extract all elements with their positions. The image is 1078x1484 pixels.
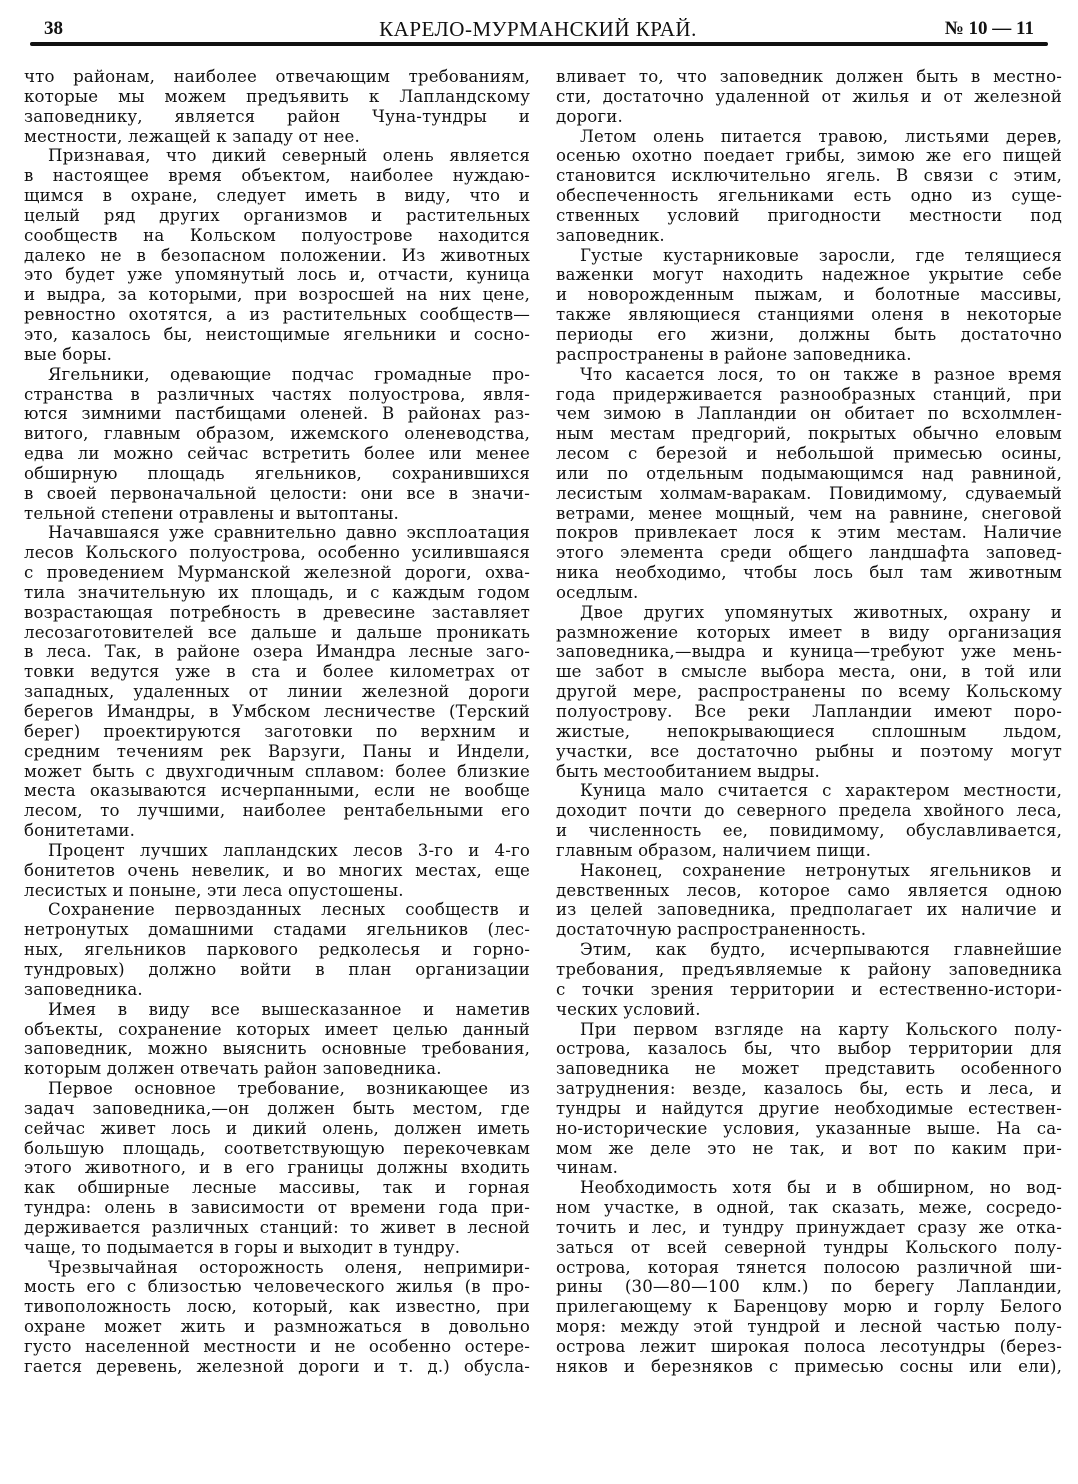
text-line: из целей заповедника, предполагает их наличие и [556,900,1062,920]
text-line: дороги. [556,106,623,126]
text-line: участки, все достаточно рыбны и поэтому могут [556,741,1062,761]
text-line: объекты, сохранение которых имеет целью данный [24,1019,530,1039]
text-line: этого элемента среди общего ландшафта заповед- [556,543,1062,563]
text-line: ственных условий пригодности местности под [556,205,1062,225]
text-line: и выдра, за которыми, при возросшей на них цене, [24,285,530,305]
text-line: тивоположность лосю, который, как известно, при [24,1297,530,1317]
paragraph-first-line: Чрезвычайная осторожность оленя, непримири- [48,1257,530,1277]
text-line: и новорожденным пыжам, и болотные массивы, [556,285,1062,305]
left-text-column [24,67,530,1377]
text-line: берег) проектируются заготовки по верхним и [24,721,530,741]
text-line: доходит почти до северного предела хвойного леса, [556,801,1062,821]
text-line: обширную площадь ягельников, сохранившихся [24,463,530,483]
paragraph-first-line: Летом олень питается травою, листьями дерев, [580,126,1062,146]
text-line: тундры и найдутся другие необходимые естествен- [556,1098,1062,1118]
right-text-column [556,67,1062,1377]
text-line: ных, ягельников паркового редколесья и горно- [24,940,530,960]
text-line: чинам. [556,1158,619,1178]
text-line: моря: между этой тундрой и лесной частью полу- [556,1317,1062,1337]
paragraph-first-line: Двое других упомянутых животных, охрану и [580,602,1062,622]
text-line: бонитетов очень невелик, и во многих местах, еще [24,860,530,880]
text-line: достаточную распространенность. [556,920,867,940]
page-number: 38 [44,18,63,39]
text-line: тельной степени отравлены и вытоптаны. [24,503,399,523]
paragraph-first-line: Начавшаяся уже сравнительно давно эксплоатация [48,523,530,543]
text-line: чем зимою в Лапландии он обитает по всхолмлен- [556,404,1062,424]
text-line: щимся в охране, следует иметь в виду, что и [24,186,530,206]
text-line: вые боры. [24,344,113,364]
text-line: периоды его жизни, должны быть достаточно [556,324,1062,344]
text-line: распространены в районе заповедника. [556,344,912,364]
text-line: главным образом, наличием пищи. [556,840,872,860]
text-line: может быть с двухгодичным сплавом: более близкие [24,761,530,781]
text-line: целый ряд других организмов и растительных [24,205,530,225]
text-line: это будет уже упомянутый лось и, отчасти, куница [24,265,530,285]
text-line: заповедника,—выдра и куница—требуют уже мень- [556,642,1062,662]
paragraph-first-line: Ягельники, одевающие подчас громадные про- [48,364,530,384]
text-line: возрастающая потребность в древесине заставляет [24,602,530,622]
text-line: места оказываются исчерпанными, если не вообще [24,781,530,801]
text-line: сейчас живет лось и дикий олень, должен иметь [24,1118,530,1138]
text-line: также являющиеся станциями оленя в некоторые [556,305,1062,325]
text-line: становится исключительно ягель. В связи с этим, [556,166,1062,186]
text-line: лесом с березой и небольшой примесью осины, [556,444,1062,464]
journal-title: КАРЕЛО-МУРМАНСКИЙ КРАЙ. [379,17,697,41]
text-line: с точки зрения территории и естественно-истори- [556,979,1062,999]
text-line: средним течениям рек Варзуги, Паны и Индели, [24,741,530,761]
text-line: полуострову. Все реки Лапландии имеют поро- [556,702,1062,721]
text-line: жистые, непокрывающиеся сплошным льдом, [556,721,1062,741]
text-line: затруднения: везде, казалось бы, есть и леса, и [556,1079,1062,1099]
paragraph-first-line: Необходимость хотя бы и в обширном, но вод- [580,1178,1062,1198]
text-line: это, казалось бы, неистощимые ягельники и сосно- [24,324,530,344]
text-line: берегов Имандры, в Умбском лесничестве (Терский [24,702,530,721]
text-line: прилегающему к Баренцову морю и горлу Белого [556,1297,1062,1317]
text-line: сообществ на Кольском полуострове находится [24,225,530,245]
text-line: или по отдельным подымающимся над равниной, [556,463,1062,483]
text-line: в леса. Так, в районе озера Имандра лесные заго- [24,642,530,662]
text-line: ревностно охотятся, а из растительных сообществ— [24,305,530,325]
text-line: ветрами, менее мощный, чем на равнине, снеговой [556,503,1062,523]
text-line: тундра: олень в зависимости от времени года при- [24,1198,530,1218]
text-line: острова лежит широкая полоса лесотундры (берез- [556,1337,1062,1356]
paragraph-first-line: Наконец, сохранение нетронутых ягельников и [580,860,1062,880]
text-line: густо населенной местности и не особенно остере- [24,1337,530,1356]
text-line: девственных лесов, которое само является одною [556,880,1062,900]
text-line: задач заповедника,—он должен быть местом, где [24,1098,530,1118]
text-line: бонитетами. [24,821,136,841]
text-line: ше забот в смысле выбора места, они, в той или [556,662,1062,682]
text-line: ника необходимо, чтобы лось был там животным [556,563,1062,583]
text-line: заповедник, можно выяснить основные требования, [24,1039,530,1059]
text-line: важенки могут находить надежное укрытие себе [556,265,1062,285]
paragraph-first-line: Признавая, что дикий северный олень является [48,146,530,166]
paragraph-first-line: Что касается лося, то он также в разное время [580,364,1062,384]
paragraph-first-line: При первом взгляде на карту Кольского полу- [580,1019,1062,1039]
text-line: острова, казалось бы, что выбор территории для [556,1039,1062,1059]
text-line: которые мы можем предъявить к Лапландскому [24,86,530,106]
text-line: и численность ее, повидимому, обуславливается, [556,821,1062,841]
text-line: большую площадь, соответствующую перекочевкам [24,1138,530,1158]
text-line: гается деревень, железной дороги и т. д.) обусла- [24,1356,530,1376]
text-line: ном участке, в одной, так сказать, меже, сосредо- [556,1198,1062,1218]
text-line: заться от всей северной тундры Кольского полу- [556,1237,1062,1257]
text-line: западных, удаленных от линии железной дороги [24,682,530,702]
text-line: ческих условий. [556,999,701,1019]
text-line: мом же деле это не так, и вот по каким при- [556,1138,1062,1158]
text-line: охране может жить и размножаться в довольно [24,1317,530,1337]
text-line: лесистым холмам-варакам. Повидимому, сдуваемый [556,483,1062,503]
text-line: витого, главным образом, ижемского оленеводства, [24,424,530,444]
text-line: точить и лес, и тундру принуждает сразу же отка- [556,1217,1062,1237]
text-line: ются зимними пастбищами оленей. В районах раз- [24,404,530,424]
text-line: заповеднику, является район Чуна-тундры и [24,106,530,126]
text-line: заповедника не может представить особенного [556,1059,1062,1079]
text-line: другой мере, распространены по всему Кольскому [556,682,1062,702]
text-line: заповедника. [24,979,143,999]
text-line: как обширные лесные массивы, так и горная [24,1178,530,1198]
text-line: заповедник. [556,225,665,245]
text-line: этого животного, и в его границы должны входить [24,1158,530,1178]
text-line: лесов Кольского полуострова, особенно усилившаяся [24,543,530,563]
text-line: вливает то, что заповедник должен быть в местно- [556,67,1062,86]
paragraph-first-line: Первое основное требование, возникающее из [48,1079,530,1099]
text-line: в своей первоначальной целости: они все в значи- [24,483,530,503]
text-line: няков и березняков с примесью сосны или ели), [556,1356,1062,1376]
header-rule [30,42,1048,46]
text-line: странства в различных частях полуострова, явля- [24,384,530,404]
text-line: покров привлекает лося к этим местам. Наличие [556,523,1062,543]
paragraph-first-line: Этим, как будто, исчерпываются главнейшие [580,940,1062,960]
text-line: нетронутых домашними стадами ягельников (лес- [24,920,530,940]
text-line: года придерживается разнообразных станций, при [556,384,1062,404]
text-line: ным местам предгорий, покрытых обычно еловым [556,424,1062,444]
text-line: держивается различных станций: то живет в лесной [24,1217,530,1237]
paragraph-first-line: Куница мало считается с характером местности, [580,781,1062,801]
text-line: в настоящее время объектом, наиболее нуждаю- [24,166,530,186]
text-line: с проведением Мурманской железной дороги, охва- [24,563,530,583]
text-line: тила значительную их площадь, и с каждым годом [24,582,530,602]
text-line: лесозаготовителей все дальше и дальше проникать [24,622,530,642]
paragraph-first-line: Сохранение первозданных лесных сообществ и [48,900,530,920]
paragraph-first-line: Густые кустарниковые заросли, где телящиеся [580,245,1062,265]
text-line: лесом, то лучшими, наиболее рентабельными его [24,801,530,821]
issue-number: № 10 — 11 [944,18,1034,39]
text-line: товки ведутся уже в ста и более километрах от [24,662,530,682]
text-line: местности, лежащей к западу от нее. [24,126,360,146]
text-line: что районам, наиболее отвечающим требованиям, [24,67,530,86]
text-line: обеспеченность ягельниками есть одно из суще- [556,186,1062,206]
text-line: но-исторические условия, указанные выше. На са- [556,1118,1062,1138]
text-line: едва ли можно сейчас встретить более или менее [24,444,530,464]
text-line: мость его с близостью человеческого жилья (в про- [24,1277,530,1297]
text-line: быть местообитанием выдры. [556,761,820,781]
text-line: чаще, то подымается в горы и выходит в тундру. [24,1237,461,1257]
text-line: осенью охотно поедает грибы, зимою же его пищей [556,146,1062,166]
running-header [38,14,1038,44]
text-line: размножение которых имеет в виду организация [556,622,1062,642]
text-line: сти, достаточно удаленной от жилья и от железной [556,86,1062,106]
text-line: рины (30—80—100 клм.) по берегу Лапландии, [556,1277,1062,1297]
text-line: острова, которая тянется полосою различной ши- [556,1257,1062,1277]
text-line: требования, предъявляемые к району заповедника [556,959,1062,979]
text-line: которым должен отвечать район заповедника. [24,1059,442,1079]
paragraph-first-line: Процент лучших лапландских лесов 3-го и 4-го [48,840,530,860]
text-line: лесистых и поныне, эти леса опустошены. [24,880,404,900]
paragraph-first-line: Имея в виду все вышесказанное и наметив [48,999,530,1019]
text-line: тундровых) должно войти в план организации [24,959,530,979]
text-line: оседлым. [556,582,639,602]
text-line: далеко не в безопасном положении. Из животных [24,245,530,265]
